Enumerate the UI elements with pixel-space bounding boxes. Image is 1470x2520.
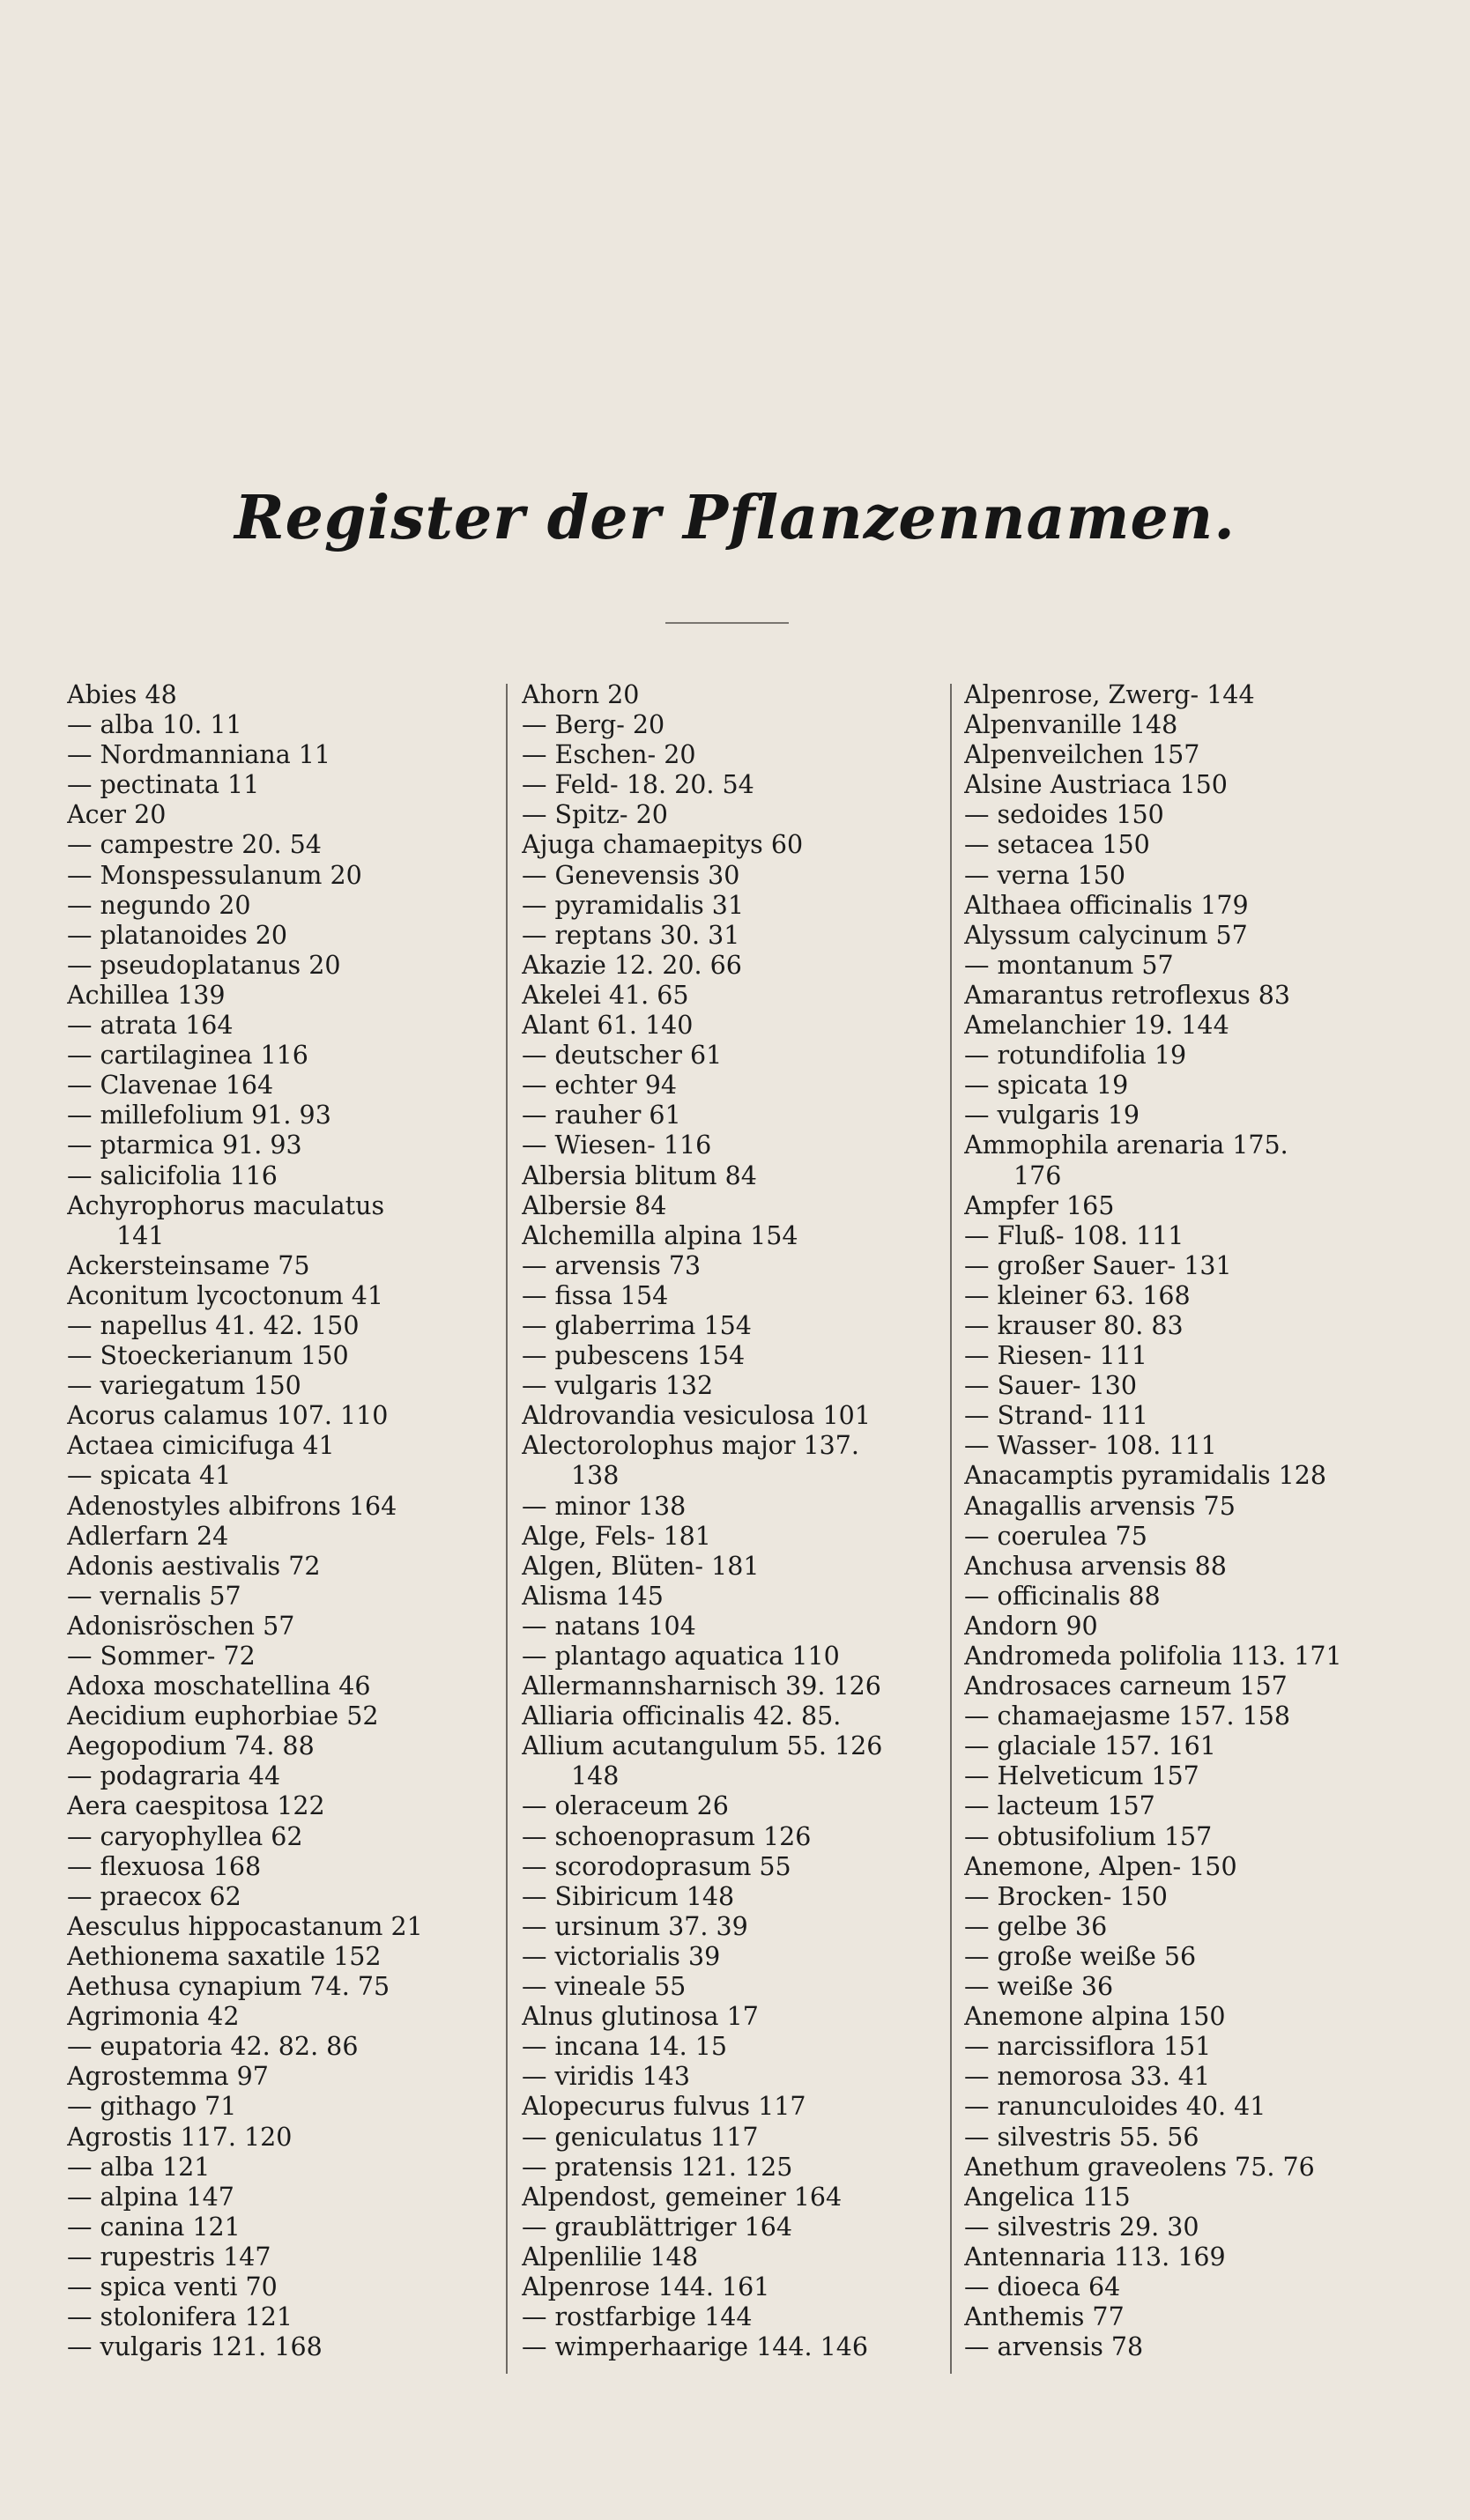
index-entry: — spica venti 70 (67, 2272, 278, 2301)
index-entry: — krauser 80. 83 (964, 1310, 1184, 1340)
index-entry: — geniculatus 117 (522, 2122, 759, 2152)
index-entry: Andorn 90 (964, 1611, 1098, 1641)
index-entry: Ampfer 165 (964, 1190, 1115, 1220)
index-entry: — plantago aquatica 110 (522, 1642, 840, 1671)
index-entry: 138 (571, 1461, 620, 1491)
index-entry: Actaea cimicifuga 41 (67, 1431, 335, 1461)
index-entry: — dioeca 64 (964, 2272, 1121, 2301)
index-entry: Algen, Blüten- 181 (522, 1551, 760, 1581)
column-separator (506, 684, 508, 2374)
index-entry: Aegopodium 74. 88 (67, 1731, 315, 1761)
index-entry: — narcissiflora 151 (964, 2032, 1212, 2062)
index-entry: Antennaria 113. 169 (964, 2242, 1226, 2272)
index-entry: — alpina 147 (67, 2182, 234, 2212)
index-entry: — pectinata 11 (67, 770, 260, 800)
index-entry: Anacamptis pyramidalis 128 (964, 1461, 1327, 1491)
index-entry: — Sauer- 130 (964, 1371, 1138, 1401)
index-entry: — pseudoplatanus 20 (67, 950, 341, 980)
index-entry: Alsine Austriaca 150 (964, 770, 1228, 800)
index-entry: — Wiesen- 116 (522, 1130, 712, 1160)
index-entry: Alpenvanille 148 (964, 710, 1178, 740)
index-entry: — silvestris 29. 30 (964, 2212, 1199, 2242)
index-entry: — lacteum 157 (964, 1791, 1155, 1821)
index-entry: Aethionema saxatile 152 (67, 1941, 382, 1971)
index-entry: Agrimonia 42 (67, 2002, 240, 2032)
index-entry: Agrostis 117. 120 (67, 2122, 293, 2152)
index-entry: Allium acutangulum 55. 126 (522, 1731, 883, 1761)
index-entry: — gelbe 36 (964, 1911, 1108, 1941)
index-entry: — kleiner 63. 168 (964, 1280, 1191, 1310)
index-entry: — schoenoprasum 126 (522, 1821, 812, 1851)
index-entry: Ackersteinsame 75 (67, 1250, 310, 1280)
column-separator (950, 684, 952, 2374)
index-entry: — negundo 20 (67, 890, 251, 920)
index-entry: — eupatoria 42. 82. 86 (67, 2032, 359, 2062)
index-entry: — Sommer- 72 (67, 1642, 256, 1671)
index-entry: — Strand- 111 (964, 1401, 1148, 1431)
index-entry: — deutscher 61 (522, 1041, 723, 1071)
index-entry: — glaberrima 154 (522, 1310, 752, 1340)
index-entry: — pratensis 121. 125 (522, 2152, 793, 2182)
index-entry: — alba 121 (67, 2152, 211, 2182)
index-entry: Anemone alpina 150 (964, 2002, 1226, 2032)
index-entry: Adoxa moschatellina 46 (67, 1671, 371, 1701)
index-entry: — rauher 61 (522, 1101, 681, 1130)
index-entry: Alpenrose, Zwerg- 144 (964, 680, 1255, 709)
index-entry: — obtusifolium 157 (964, 1821, 1213, 1851)
index-entry: — ptarmica 91. 93 (67, 1130, 302, 1160)
index-entry: Anagallis arvensis 75 (964, 1491, 1236, 1521)
index-entry: — campestre 20. 54 (67, 830, 322, 860)
index-entry: Acorus calamus 107. 110 (67, 1401, 389, 1431)
index-entry: — rostfarbige 144 (522, 2302, 753, 2332)
index-entry: — canina 121 (67, 2212, 241, 2242)
index-entry: — setacea 150 (964, 830, 1150, 860)
index-entry: — Clavenae 164 (67, 1071, 274, 1101)
index-column-2 (522, 680, 945, 2390)
index-entry: Ahorn 20 (522, 680, 640, 709)
index-entry: Alge, Fels- 181 (522, 1521, 711, 1551)
index-entry: — Riesen- 111 (964, 1341, 1147, 1371)
index-entry: Alpenveilchen 157 (964, 740, 1200, 770)
index-entry: Abies 48 (67, 680, 177, 709)
index-entry: Aesculus hippocastanum 21 (67, 1911, 423, 1941)
index-entry: — ursinum 37. 39 (522, 1911, 748, 1941)
index-entry: Alant 61. 140 (522, 1011, 694, 1041)
index-entry: — Nordmanniana 11 (67, 740, 331, 770)
title-divider (665, 622, 789, 624)
index-entry: 148 (571, 1761, 620, 1791)
index-entry: — graublättriger 164 (522, 2212, 792, 2242)
index-entry: — spicata 19 (964, 1071, 1129, 1101)
index-entry: — incana 14. 15 (522, 2032, 728, 2062)
index-entry: — Fluß- 108. 111 (964, 1220, 1184, 1250)
index-entry: — natans 104 (522, 1611, 696, 1641)
index-entry: — minor 138 (522, 1491, 687, 1521)
index-entry: Aera caespitosa 122 (67, 1791, 325, 1821)
index-entry: — echter 94 (522, 1071, 678, 1101)
index-entry: Alpendost, gemeiner 164 (522, 2182, 843, 2212)
index-entry: — reptans 30. 31 (522, 920, 740, 950)
index-entry: Alpenrose 144. 161 (522, 2272, 770, 2301)
index-entry: Adenostyles albifrons 164 (67, 1491, 397, 1521)
index-entry: Achillea 139 (67, 980, 226, 1010)
index-entry: — variegatum 150 (67, 1371, 301, 1401)
index-entry: — napellus 41. 42. 150 (67, 1310, 360, 1340)
index-entry: — officinalis 88 (964, 1581, 1161, 1611)
index-entry: — wimperhaarige 144. 146 (522, 2332, 868, 2362)
index-entry: — verna 150 (964, 860, 1125, 890)
index-entry: Alectorolophus major 137. (522, 1431, 859, 1461)
index-entry: Alchemilla alpina 154 (522, 1220, 798, 1250)
index-entry: Akelei 41. 65 (522, 980, 689, 1010)
index-entry: — flexuosa 168 (67, 1851, 262, 1881)
index-entry: — Spitz- 20 (522, 800, 668, 830)
index-entry: — arvensis 78 (964, 2332, 1144, 2362)
index-entry: Adonis aestivalis 72 (67, 1551, 321, 1581)
index-entry: Alopecurus fulvus 117 (522, 2092, 806, 2122)
index-entry: — chamaejasme 157. 158 (964, 1701, 1291, 1731)
index-entry: — spicata 41 (67, 1461, 232, 1491)
index-entry: 141 (116, 1220, 165, 1250)
index-entry: Alisma 145 (522, 1581, 664, 1611)
index-entry: — vulgaris 19 (964, 1101, 1140, 1130)
index-entry: — Genevensis 30 (522, 860, 740, 890)
index-entry: Althaea officinalis 179 (964, 890, 1249, 920)
index-entry: — caryophyllea 62 (67, 1821, 303, 1851)
index-entry: Adonisröschen 57 (67, 1611, 295, 1641)
index-entry: — alba 10. 11 (67, 710, 242, 740)
index-entry: Andromeda polifolia 113. 171 (964, 1642, 1342, 1671)
index-entry: — vernalis 57 (67, 1581, 241, 1611)
index-entry: — salicifolia 116 (67, 1160, 278, 1190)
index-entry: — atrata 164 (67, 1011, 234, 1041)
index-entry: — pyramidalis 31 (522, 890, 745, 920)
index-entry: — Wasser- 108. 111 (964, 1431, 1217, 1461)
index-entry: Achyrophorus maculatus (67, 1190, 385, 1220)
index-entry: Akazie 12. 20. 66 (522, 950, 742, 980)
index-entry: — Brocken- 150 (964, 1881, 1168, 1911)
index-entry: — rupestris 147 (67, 2242, 271, 2272)
index-entry: — praecox 62 (67, 1881, 241, 1911)
index-entry: Ammophila arenaria 175. (964, 1130, 1288, 1160)
index-entry: — millefolium 91. 93 (67, 1101, 331, 1130)
index-entry: Alliaria officinalis 42. 85. (522, 1701, 842, 1731)
index-entry: — scorodoprasum 55 (522, 1851, 791, 1881)
index-entry: Albersie 84 (522, 1190, 667, 1220)
index-entry: — victorialis 39 (522, 1941, 721, 1971)
index-entry: — weiße 36 (964, 1972, 1114, 2002)
index-entry: — montanum 57 (964, 950, 1174, 980)
index-entry: — oleraceum 26 (522, 1791, 729, 1821)
index-entry: — rotundifolia 19 (964, 1041, 1187, 1071)
index-entry: Aconitum lycoctonum 41 (67, 1280, 384, 1310)
index-entry: Amarantus retroflexus 83 (964, 980, 1291, 1010)
index-entry: — großer Sauer- 131 (964, 1250, 1232, 1280)
index-entry: — nemorosa 33. 41 (964, 2062, 1211, 2092)
index-entry: Albersia blitum 84 (522, 1160, 757, 1190)
index-entry: Alyssum calycinum 57 (964, 920, 1248, 950)
index-entry: 176 (1013, 1160, 1062, 1190)
index-entry: — viridis 143 (522, 2062, 690, 2092)
index-entry: Aldrovandia vesiculosa 101 (522, 1401, 871, 1431)
index-entry: — stolonifera 121 (67, 2302, 293, 2332)
index-entry: — pubescens 154 (522, 1341, 746, 1371)
index-entry: Anthemis 77 (964, 2302, 1125, 2332)
index-entry: Anethum graveolens 75. 76 (964, 2152, 1315, 2182)
index-entry: — sedoides 150 (964, 800, 1164, 830)
index-entry: — platanoides 20 (67, 920, 288, 950)
index-entry: — cartilaginea 116 (67, 1041, 308, 1071)
index-entry: — arvensis 73 (522, 1250, 702, 1280)
index-entry: — Eschen- 20 (522, 740, 696, 770)
index-entry: — Monspessulanum 20 (67, 860, 362, 890)
index-entry: — Feld- 18. 20. 54 (522, 770, 754, 800)
index-entry: Aecidium euphorbiae 52 (67, 1701, 379, 1731)
index-entry: — vulgaris 132 (522, 1371, 714, 1401)
index-column-3 (964, 680, 1405, 2390)
index-entry: — coerulea 75 (964, 1521, 1147, 1551)
index-entry: Angelica 115 (964, 2182, 1131, 2212)
index-entry: — große weiße 56 (964, 1941, 1197, 1971)
index-entry: Adlerfarn 24 (67, 1521, 229, 1551)
index-entry: — podagraria 44 (67, 1761, 281, 1791)
index-entry: Agrostemma 97 (67, 2062, 269, 2092)
index-entry: Allermannsharnisch 39. 126 (522, 1671, 881, 1701)
index-entry: — Sibiricum 148 (522, 1881, 735, 1911)
index-entry: — vineale 55 (522, 1972, 687, 2002)
index-entry: Acer 20 (67, 800, 167, 830)
index-entry: Amelanchier 19. 144 (964, 1011, 1229, 1041)
index-entry: — silvestris 55. 56 (964, 2122, 1199, 2152)
index-entry: Alnus glutinosa 17 (522, 2002, 759, 2032)
index-entry: Ajuga chamaepitys 60 (522, 830, 804, 860)
index-entry: — glaciale 157. 161 (964, 1731, 1216, 1761)
index-entry: — Berg- 20 (522, 710, 665, 740)
index-column-1 (67, 680, 499, 2390)
index-entry: — githago 71 (67, 2092, 237, 2122)
index-entry: — ranunculoides 40. 41 (964, 2092, 1266, 2122)
index-entry: Alpenlilie 148 (522, 2242, 698, 2272)
index-entry: Aethusa cynapium 74. 75 (67, 1972, 390, 2002)
index-entry: — Stoeckerianum 150 (67, 1341, 349, 1371)
index-entry: Anchusa arvensis 88 (964, 1551, 1227, 1581)
index-entry: Androsaces carneum 157 (964, 1671, 1288, 1701)
page-title: Register der Pflanzennamen. (234, 483, 1236, 553)
index-entry: — fissa 154 (522, 1280, 669, 1310)
index-entry: — vulgaris 121. 168 (67, 2332, 323, 2362)
index-entry: — Helveticum 157 (964, 1761, 1199, 1791)
index-entry: Anemone, Alpen- 150 (964, 1851, 1237, 1881)
